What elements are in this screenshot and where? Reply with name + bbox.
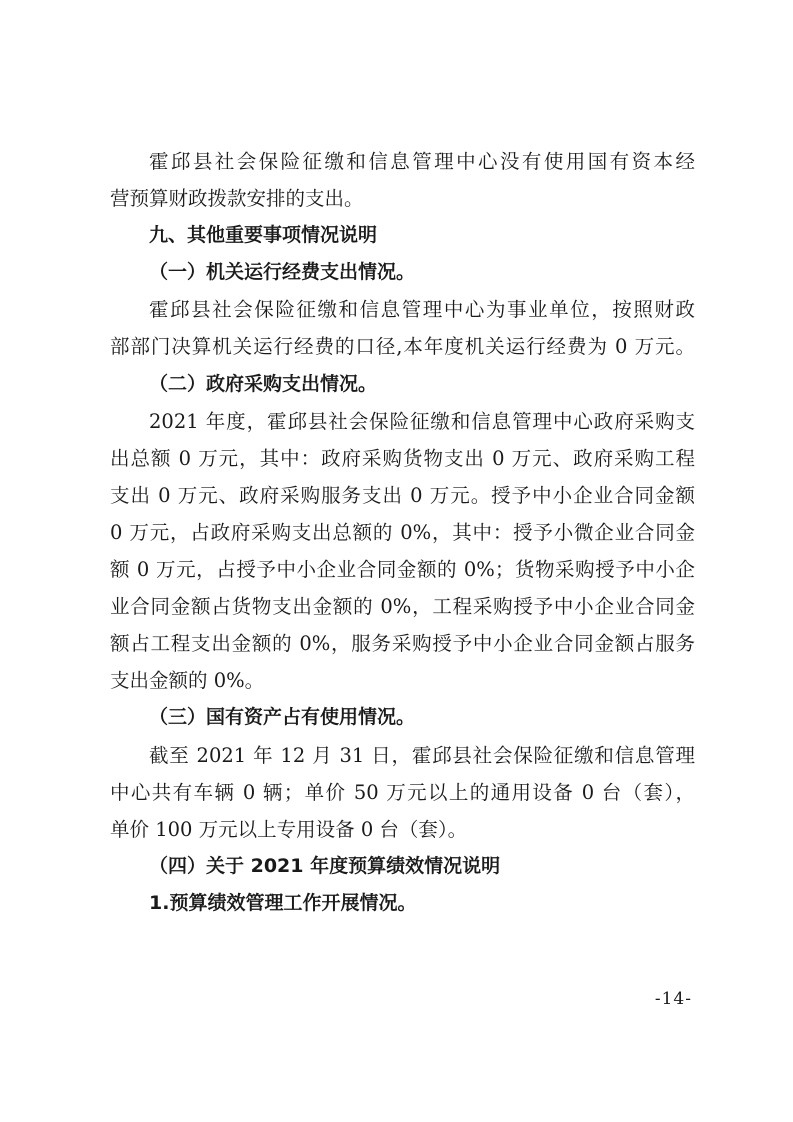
subsection-heading: （一）机关运行经费支出情况。 [149, 261, 416, 284]
subsection-heading: （四）关于 2021 年度预算绩效情况说明 [149, 854, 501, 877]
section-heading: 九、其他重要事项情况说明 [149, 224, 378, 247]
paragraph-line: 支出金额的 0%。 [110, 669, 265, 693]
subsection-heading: （三）国有资产占有使用情况。 [149, 706, 416, 729]
paragraph-line: 支出 0 万元、政府采购服务支出 0 万元。授予中小企业合同金额 [110, 483, 695, 507]
paragraph-line: 0 万元，占政府采购支出总额的 0%，其中：授予小微企业合同金 [110, 520, 695, 544]
paragraph-line: 业合同金额占货物支出金额的 0%，工程采购授予中小企业合同金 [110, 595, 695, 619]
paragraph-line: 霍邱县社会保险征缴和信息管理中心没有使用国有资本经 [149, 150, 695, 173]
page-body [110, 143, 695, 922]
paragraph-line: 出总额 0 万元，其中：政府采购货物支出 0 万元、政府采购工程 [110, 446, 695, 470]
paragraph-line: 额占工程支出金额的 0%，服务采购授予中小企业合同金额占服务 [110, 632, 695, 656]
paragraph-line: 截至 2021 年 12 月 31 日，霍邱县社会保险征缴和信息管理 [149, 743, 695, 767]
subsection-heading: （二）政府采购支出情况。 [149, 372, 378, 395]
paragraph-line: 部部门决算机关运行经费的口径,本年度机关运行经费为 0 万元。 [110, 335, 695, 359]
subsection-heading: 1.预算绩效管理工作开展情况。 [149, 891, 417, 914]
paragraph-line: 营预算财政拨款安排的支出。 [110, 187, 364, 211]
paragraph-line: 单价 100 万元以上专用设备 0 台（套）。 [110, 817, 468, 841]
paragraph-line: 霍邱县社会保险征缴和信息管理中心为事业单位，按照财政 [149, 298, 695, 322]
paragraph-line: 2021 年度，霍邱县社会保险征缴和信息管理中心政府采购支 [149, 409, 695, 433]
page-number: -14- [654, 989, 692, 1009]
paragraph-line: 额 0 万元，占授予中小企业合同金额的 0%；货物采购授予中小企 [110, 558, 695, 582]
paragraph-line: 中心共有车辆 0 辆；单价 50 万元以上的通用设备 0 台（套）， [110, 780, 695, 804]
